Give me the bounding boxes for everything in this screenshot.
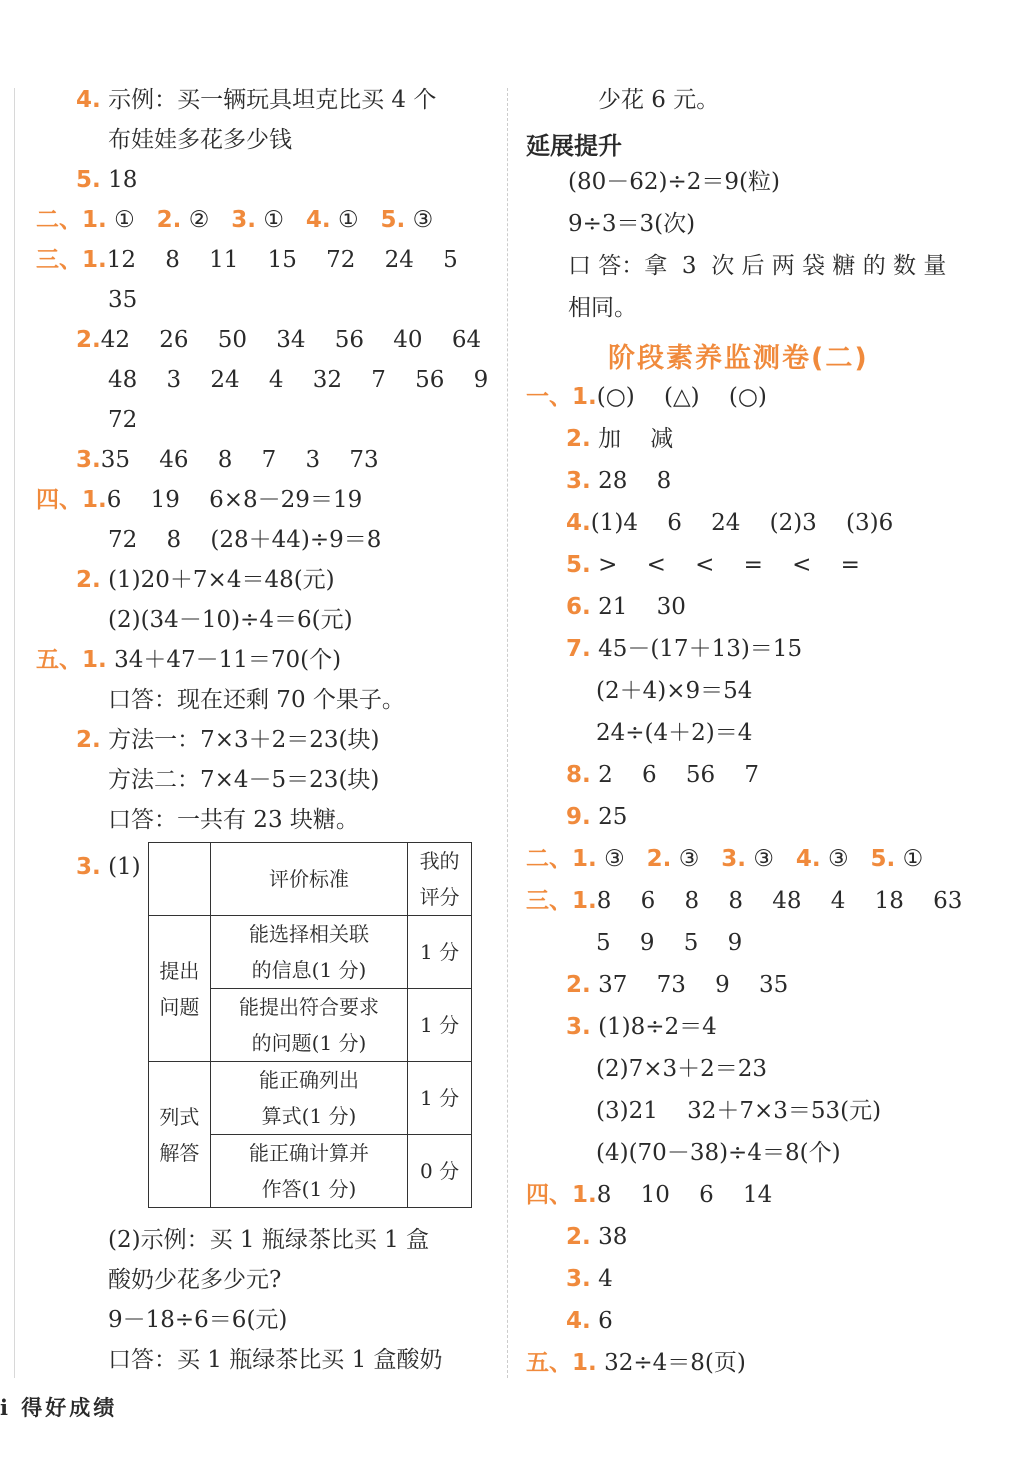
s3-q2-text-1: 42 26 50 34 56 40 64 bbox=[100, 327, 482, 353]
p4-q4-line bbox=[566, 1306, 613, 1336]
s5-q2-label: 2. bbox=[76, 727, 101, 753]
s4-q2-label: 2. bbox=[76, 567, 101, 593]
criterion-1-b: 的信息(1 分) bbox=[251, 958, 367, 982]
p3-q3-line-1 bbox=[566, 1012, 717, 1042]
p1-q4-label: 4. bbox=[566, 510, 591, 536]
footer-page-fragment: i bbox=[0, 1395, 11, 1420]
p5-line-1 bbox=[526, 1348, 746, 1378]
p1-label: 一、1. bbox=[526, 384, 597, 410]
s3-q3-label: 3. bbox=[76, 447, 101, 473]
criterion-2-b: 的问题(1 分) bbox=[251, 1031, 367, 1055]
p1-q5: > < < = < = bbox=[598, 552, 860, 578]
p1-q7-line-1 bbox=[566, 634, 802, 664]
section-3-line-2: 35 bbox=[108, 287, 138, 313]
criterion-4-b: 作答(1 分) bbox=[261, 1177, 357, 1201]
p1-q1: (○) (△) (○) bbox=[596, 384, 767, 410]
p2-line bbox=[526, 844, 923, 874]
group-solve-2: 解答 bbox=[159, 1140, 200, 1165]
s2-a4: ① bbox=[337, 207, 359, 233]
p5-text-1: 32÷4＝8(页) bbox=[604, 1350, 746, 1376]
s5-q2-line-2: 方法二：7×4－5＝23(块) bbox=[108, 767, 380, 793]
table-criterion bbox=[210, 1062, 407, 1135]
criterion-4-a: 能正确计算并 bbox=[248, 1141, 369, 1165]
left-margin-rule bbox=[14, 88, 15, 1378]
q4-line-1 bbox=[76, 85, 436, 115]
page-title: 阶段素养监测卷(二) bbox=[608, 343, 869, 374]
p2-i2: 2. bbox=[646, 846, 672, 872]
p3-line-1 bbox=[526, 886, 962, 916]
p3-q2-label: 2. bbox=[566, 972, 591, 998]
p1-q4: (1)4 6 24 (2)3 (3)6 bbox=[590, 510, 894, 536]
section-3-line-1 bbox=[36, 245, 458, 275]
p1-q7-text-1: 45－(17＋13)＝15 bbox=[598, 636, 803, 662]
s2-a2: ② bbox=[188, 207, 210, 233]
s3-answers-1: 12 8 11 15 72 24 5 bbox=[106, 247, 458, 273]
p4-q4: 6 bbox=[598, 1308, 613, 1334]
p1-q5-label: 5. bbox=[566, 552, 591, 578]
q5-answer: 18 bbox=[108, 167, 138, 193]
p2-i3: 3. bbox=[721, 846, 746, 872]
p1-q6-line bbox=[566, 592, 686, 622]
p4-label: 四、1. bbox=[526, 1182, 597, 1208]
p3-q2-line bbox=[566, 970, 788, 1000]
s5-q3-line bbox=[76, 852, 141, 882]
s2-i5: 5. bbox=[380, 207, 406, 233]
p3-text-1: 8 6 8 8 48 4 18 63 bbox=[596, 888, 963, 914]
s4-q2-line-2: (2)(34－10)÷4＝6(元) bbox=[108, 607, 353, 633]
section-2-label: 二、1. bbox=[36, 207, 107, 233]
p4-text-1: 8 10 6 14 bbox=[596, 1182, 773, 1208]
p4-q3-label: 3. bbox=[566, 1266, 591, 1292]
section-2-line bbox=[36, 205, 433, 235]
p3-q3-text-1: (1)8÷2＝4 bbox=[598, 1014, 717, 1040]
s2-a3: ① bbox=[263, 207, 284, 233]
table-score: 1 分 bbox=[408, 989, 472, 1062]
s4-q2-text-1: (1)20＋7×4＝48(元) bbox=[108, 567, 335, 593]
s5-q2-text-1: 方法一：7×3＋2＝23(块) bbox=[108, 727, 380, 753]
s2-i3: 3. bbox=[231, 207, 256, 233]
table-header-standard: 评价标准 bbox=[210, 843, 407, 916]
p1-q5-line bbox=[566, 550, 860, 580]
s3-q3-text: 35 46 8 7 3 73 bbox=[100, 447, 379, 473]
p1-q7-line-2: (2＋4)×9＝54 bbox=[596, 678, 753, 704]
p2-a4: ③ bbox=[827, 846, 849, 872]
p1-q7-label: 7. bbox=[566, 636, 591, 662]
table-row bbox=[149, 1062, 472, 1135]
table-row bbox=[149, 916, 472, 989]
table-score: 0 分 bbox=[408, 1135, 472, 1208]
table-criterion bbox=[210, 1135, 407, 1208]
table-group-solve bbox=[149, 1062, 211, 1208]
p3-q3-line-2: (2)7×3＋2＝23 bbox=[596, 1056, 768, 1082]
s5-text-1: 34＋47－11＝70(个) bbox=[114, 647, 342, 673]
group-propose-2: 问题 bbox=[159, 994, 200, 1019]
criterion-3-a: 能正确列出 bbox=[258, 1068, 359, 1092]
p1-q2: 加 减 bbox=[598, 426, 674, 452]
table-header-score-2: 评分 bbox=[419, 885, 460, 909]
table-header-row bbox=[149, 843, 472, 916]
s3-q3-line bbox=[76, 445, 379, 475]
table-criterion bbox=[210, 916, 407, 989]
criterion-1-a: 能选择相关联 bbox=[248, 922, 369, 946]
section-3-label: 三、1. bbox=[36, 247, 107, 273]
continued-answer: 少花 6 元。 bbox=[598, 87, 720, 113]
s3-q2-line-1 bbox=[76, 325, 481, 355]
section-5-line-2: 口答：现在还剩 70 个果子。 bbox=[108, 687, 405, 713]
p3-q3-line-4: (4)(70－38)÷4＝8(个) bbox=[596, 1140, 841, 1166]
group-solve-1: 列式 bbox=[159, 1104, 200, 1129]
p2-i4: 4. bbox=[795, 846, 821, 872]
page-footer bbox=[0, 1392, 117, 1422]
p1-q2-line bbox=[566, 424, 673, 454]
q3-2-line-3: 9－18÷6＝6(元) bbox=[108, 1307, 288, 1333]
p4-q2-line bbox=[566, 1222, 627, 1252]
p1-q9-line bbox=[566, 802, 627, 832]
s4-text-1: 6 19 6×8－29＝19 bbox=[106, 487, 363, 513]
p1-q8-line bbox=[566, 760, 759, 790]
p2-label: 二、1. bbox=[526, 846, 597, 872]
s4-q2-line-1 bbox=[76, 565, 335, 595]
extension-heading: 延展提升 bbox=[526, 132, 622, 160]
p1-q3: 28 8 bbox=[598, 468, 672, 494]
p1-q7-line-3: 24÷(4＋2)＝4 bbox=[596, 720, 753, 746]
p2-a1: ③ bbox=[604, 846, 625, 872]
p4-line-1 bbox=[526, 1180, 772, 1210]
section-4-label: 四、1. bbox=[36, 487, 107, 513]
table-score: 1 分 bbox=[408, 916, 472, 989]
s5-q3-sub: (1) bbox=[108, 854, 141, 880]
extension-line-1: (80－62)÷2＝9(粒) bbox=[568, 169, 780, 195]
s2-a1: ① bbox=[114, 207, 135, 233]
p1-q6-label: 6. bbox=[566, 594, 591, 620]
section-4-line-2: 72 8 (28＋44)÷9＝8 bbox=[108, 527, 382, 553]
q4-label: 4. bbox=[76, 87, 101, 113]
p4-q3: 4 bbox=[598, 1266, 613, 1292]
q3-2-line-1: (2)示例：买 1 瓶绿茶比买 1 盒 bbox=[108, 1227, 430, 1253]
s2-i2: 2. bbox=[156, 207, 182, 233]
table-header-score bbox=[408, 843, 472, 916]
s5-q3-label: 3. bbox=[76, 854, 101, 880]
section-5-line-1 bbox=[36, 645, 341, 675]
q3-2-line-4: 口答：买 1 瓶绿茶比买 1 盒酸奶 bbox=[108, 1347, 443, 1373]
s5-q2-line-1 bbox=[76, 725, 379, 755]
p2-i5: 5. bbox=[870, 846, 896, 872]
p4-q2: 38 bbox=[598, 1224, 628, 1250]
p2-a5: ① bbox=[902, 846, 924, 872]
s3-q2-line-3: 72 bbox=[108, 407, 138, 433]
q5-label: 5. bbox=[76, 167, 101, 193]
p1-q3-label: 3. bbox=[566, 468, 591, 494]
footer-text: 得好成绩 bbox=[21, 1395, 118, 1420]
p2-a3: ③ bbox=[753, 846, 774, 872]
s3-q2-label: 2. bbox=[76, 327, 101, 353]
p1-q9: 25 bbox=[598, 804, 628, 830]
group-propose-1: 提出 bbox=[159, 958, 200, 983]
column-divider bbox=[507, 88, 508, 1378]
p1-line-1 bbox=[526, 382, 767, 412]
table-group-propose bbox=[149, 916, 211, 1062]
p4-q3-line bbox=[566, 1264, 613, 1294]
p1-q6: 21 30 bbox=[598, 594, 686, 620]
table-criterion bbox=[210, 989, 407, 1062]
p3-q3-label: 3. bbox=[566, 1014, 591, 1040]
p3-q2: 37 73 9 35 bbox=[598, 972, 789, 998]
p2-a2: ③ bbox=[678, 846, 700, 872]
section-5-label: 五、1. bbox=[36, 647, 107, 673]
s3-q2-line-2: 48 3 24 4 32 7 56 9 bbox=[108, 367, 489, 393]
p5-label: 五、1. bbox=[526, 1350, 597, 1376]
criterion-3-b: 算式(1 分) bbox=[261, 1104, 357, 1128]
q4-text-1: 示例：买一辆玩具坦克比买 4 个 bbox=[108, 87, 437, 113]
table-score: 1 分 bbox=[408, 1062, 472, 1135]
extension-line-3: 口 答：拿 3 次 后 两 袋 糖 的 数 量 bbox=[568, 253, 947, 279]
p4-q4-label: 4. bbox=[566, 1308, 591, 1334]
section-4-line-1 bbox=[36, 485, 362, 515]
p1-q8: 2 6 56 7 bbox=[598, 762, 759, 788]
p1-q3-line bbox=[566, 466, 671, 496]
p1-q2-label: 2. bbox=[566, 426, 591, 452]
p1-q9-label: 9. bbox=[566, 804, 591, 830]
extension-line-2: 9÷3＝3(次) bbox=[568, 211, 696, 237]
extension-line-4: 相同。 bbox=[568, 295, 637, 321]
p3-line-2: 5 9 5 9 bbox=[596, 930, 743, 956]
q4-line-2: 布娃娃多花多少钱 bbox=[108, 127, 292, 153]
p1-q8-label: 8. bbox=[566, 762, 591, 788]
table-header-score-1: 我的 bbox=[419, 849, 460, 873]
criterion-2-a: 能提出符合要求 bbox=[238, 995, 379, 1019]
table-header-blank bbox=[149, 843, 211, 916]
s5-q2-line-3: 口答：一共有 23 块糖。 bbox=[108, 807, 359, 833]
q5-line bbox=[76, 165, 137, 195]
p1-q4-line bbox=[566, 508, 893, 538]
p3-q3-line-3: (3)21 32＋7×3＝53(元) bbox=[596, 1098, 882, 1124]
p3-label: 三、1. bbox=[526, 888, 597, 914]
p4-q2-label: 2. bbox=[566, 1224, 591, 1250]
s2-i4: 4. bbox=[305, 207, 331, 233]
evaluation-table bbox=[148, 842, 472, 1208]
q3-2-line-2: 酸奶少花多少元? bbox=[108, 1267, 282, 1293]
s2-a5: ③ bbox=[412, 207, 434, 233]
